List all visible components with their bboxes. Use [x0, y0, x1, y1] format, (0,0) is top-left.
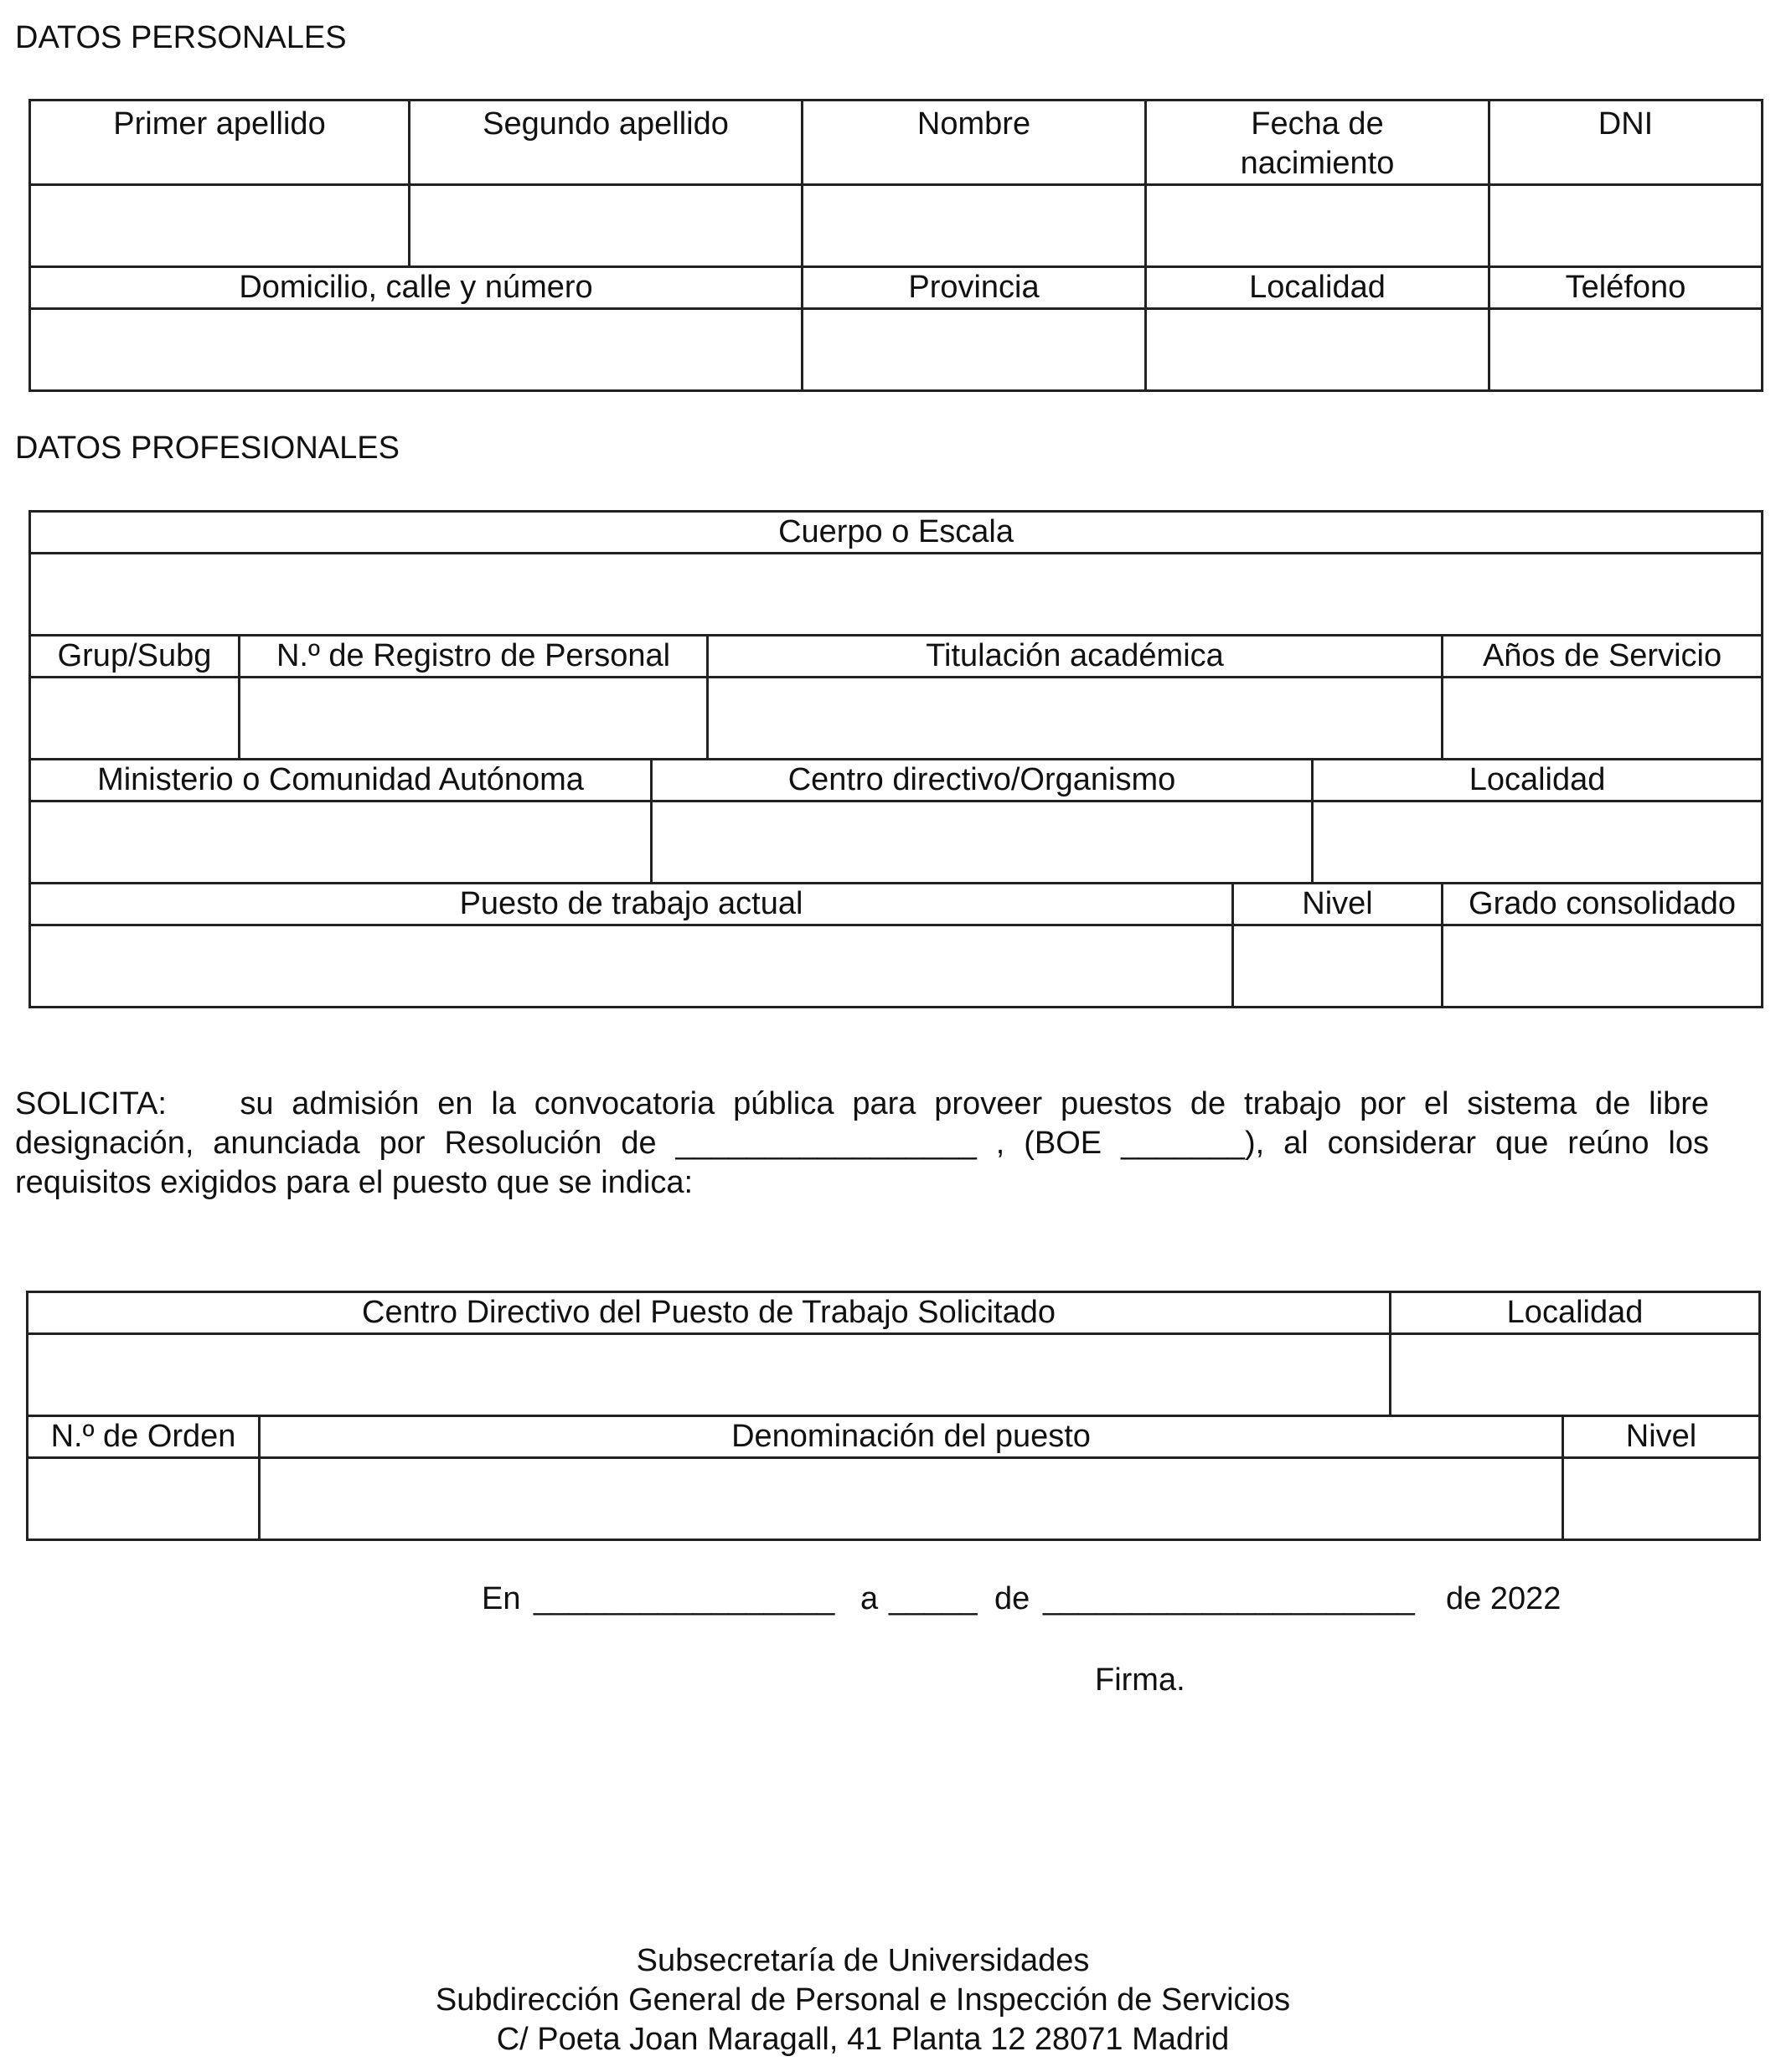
header-domicilio: Domicilio, calle y número	[30, 267, 803, 309]
field-titulacion[interactable]	[708, 678, 1443, 760]
field-puesto-actual[interactable]	[30, 925, 1233, 1008]
place-blank[interactable]: _________________	[534, 1581, 835, 1616]
header-denominacion-puesto: Denominación del puesto	[260, 1416, 1563, 1458]
field-grup-subg[interactable]	[30, 678, 240, 760]
header-centro-directivo: Centro directivo/Organismo	[652, 760, 1313, 801]
header-puesto-actual: Puesto de trabajo actual	[30, 884, 1233, 925]
header-cuerpo-escala: Cuerpo o Escala	[30, 512, 1763, 554]
requested-post-table	[26, 1291, 1761, 1541]
header-localidad: Localidad	[1146, 267, 1489, 309]
field-centro-directivo[interactable]	[652, 801, 1313, 884]
field-registro-personal[interactable]	[240, 678, 708, 760]
request-paragraph	[15, 1085, 1709, 1203]
request-text-part3: ), al considerar que reúno los requisitos exigidos para el puesto que se indica:	[15, 1126, 1709, 1200]
personal-section-title: DATOS PERSONALES	[15, 20, 347, 55]
month-blank[interactable]: _____________________	[1043, 1581, 1415, 1616]
field-numero-orden[interactable]	[28, 1458, 260, 1540]
date-en: En	[482, 1581, 521, 1616]
header-grado-consolidado: Grado consolidado	[1443, 884, 1763, 925]
day-blank[interactable]: _____	[889, 1581, 978, 1616]
date-de: de	[994, 1581, 1030, 1616]
header-centro-puesto-solicitado: Centro Directivo del Puesto de Trabajo Solicitado	[28, 1292, 1391, 1334]
header-telefono: Teléfono	[1489, 267, 1763, 309]
field-ministerio[interactable]	[30, 801, 652, 884]
personal-data-table	[28, 99, 1763, 392]
field-denominacion-puesto[interactable]	[260, 1458, 1563, 1540]
header-primer-apellido: Primer apellido	[30, 101, 410, 185]
footer-line-1: Subsecretaría de Universidades	[636, 1943, 1090, 1978]
header-anos-servicio: Años de Servicio	[1443, 636, 1763, 678]
signature-label: Firma.	[1095, 1662, 1185, 1698]
field-grado-consolidado[interactable]	[1443, 925, 1763, 1008]
header-grup-subg: Grup/Subg	[30, 636, 240, 678]
header-dni: DNI	[1489, 101, 1763, 185]
date-year: de 2022	[1446, 1581, 1562, 1616]
header-fecha-nacimiento: Fecha de nacimiento	[1146, 101, 1489, 185]
header-ministerio: Ministerio o Comunidad Autónoma	[30, 760, 652, 801]
professional-data-table	[28, 510, 1763, 1008]
field-localidad-profesional[interactable]	[1313, 801, 1763, 884]
field-dni[interactable]	[1489, 185, 1763, 267]
resolution-blank[interactable]: _________________	[675, 1126, 977, 1161]
header-localidad-solicitado: Localidad	[1391, 1292, 1760, 1334]
field-localidad[interactable]	[1146, 309, 1489, 391]
header-segundo-apellido: Segundo apellido	[410, 101, 803, 185]
field-primer-apellido[interactable]	[30, 185, 410, 267]
field-localidad-solicitado[interactable]	[1391, 1334, 1760, 1416]
field-nivel[interactable]	[1233, 925, 1443, 1008]
request-text-part2: , (BOE	[995, 1126, 1102, 1161]
header-localidad-profesional: Localidad	[1313, 760, 1763, 801]
header-titulacion: Titulación académica	[708, 636, 1443, 678]
header-nombre: Nombre	[803, 101, 1146, 185]
footer-line-2: Subdirección General de Personal e Inspección de Servicios	[435, 1982, 1291, 2018]
field-nivel-solicitado[interactable]	[1563, 1458, 1760, 1540]
field-anos-servicio[interactable]	[1443, 678, 1763, 760]
request-label: SOLICITA:	[15, 1086, 167, 1121]
header-nivel: Nivel	[1233, 884, 1443, 925]
field-telefono[interactable]	[1489, 309, 1763, 391]
header-nivel-solicitado: Nivel	[1563, 1416, 1760, 1458]
header-numero-orden: N.º de Orden	[28, 1416, 260, 1458]
header-registro-personal: N.º de Registro de Personal	[240, 636, 708, 678]
field-segundo-apellido[interactable]	[410, 185, 803, 267]
field-domicilio[interactable]	[30, 309, 803, 391]
header-provincia: Provincia	[803, 267, 1146, 309]
professional-section-title: DATOS PROFESIONALES	[15, 430, 400, 466]
field-fecha-nacimiento[interactable]	[1146, 185, 1489, 267]
date-a: a	[860, 1581, 879, 1616]
request-text-part1: su admisión en la convocatoria pública para proveer puestos de trabajo por el sistema de libre designación, anunciada por Resolución de	[15, 1086, 1709, 1161]
boe-blank[interactable]: _______	[1121, 1126, 1245, 1161]
field-nombre[interactable]	[803, 185, 1146, 267]
field-centro-puesto-solicitado[interactable]	[28, 1334, 1391, 1416]
field-cuerpo-escala[interactable]	[30, 554, 1763, 636]
footer-line-3: C/ Poeta Joan Maragall, 41 Planta 12 28071 Madrid	[496, 2022, 1230, 2057]
field-provincia[interactable]	[803, 309, 1146, 391]
